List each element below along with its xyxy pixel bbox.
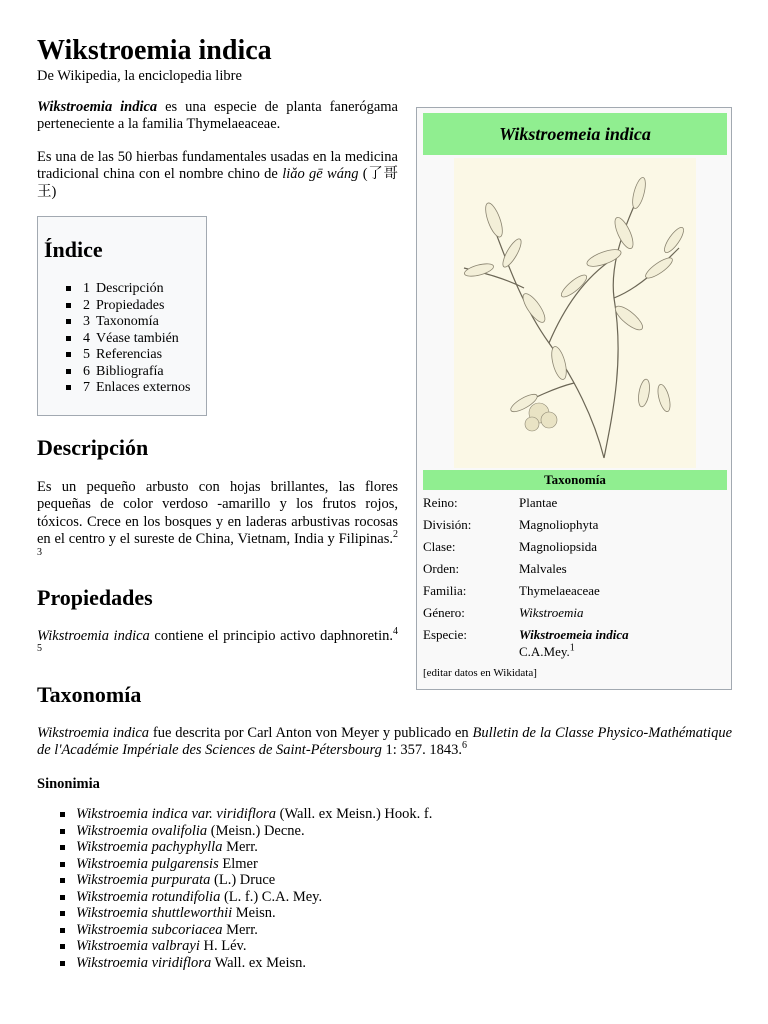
heading-descripcion: Descripción [37, 435, 149, 460]
taxonomia-paragraph: Wikstroemia indica fue descrita por Carl Anton von Meyer y publicado en Bulletin de la Classe Physico-Mathématique de l'Académie Impériale des Sciences de Saint-Pétersbourg 1: 357. 1843.$^6$ [37, 725, 733, 759]
citation-refs[interactable]: 4 5 [37, 626, 398, 655]
citation-ref[interactable]: 1 [569, 642, 575, 654]
toc-title: Índice [44, 237, 103, 262]
botanical-drawing-icon [454, 158, 696, 468]
synonym-list [60, 806, 432, 971]
taxobox-title: Wikstroemeia indica [423, 113, 727, 155]
list-item: Wikstroemia indica var. viridiflora (Wall. ex Meisn.) Hook. f. [60, 806, 432, 823]
intro-paragraph-1 [37, 99, 398, 134]
intro-pinyin: liǎo gē wáng [282, 166, 359, 183]
toc-item[interactable]: 6 Bibliografía [60, 364, 190, 381]
list-item: Wikstroemia purpurata (L.) Druce [60, 872, 432, 889]
taxobox: Wikstroemeia indica Taxonomía Reino: Plantae División: Magnoliophyta Clase: Magnoliopsida Orden: Malvales Familia: Thymelaeaceae Género: Wikstroemia Especie: Wikstroemeia indica C.A.Mey.$^1$ [editar datos en Wikidata] [416, 107, 732, 690]
sinonimia-title: Sinonimia [37, 776, 100, 792]
toc-item[interactable]: 1 Descripción [60, 281, 190, 298]
intro-bold-term: Wikstroemia indica [37, 99, 158, 115]
toc-item[interactable]: 2 Propiedades [60, 298, 190, 315]
list-item: Wikstroemia ovalifolia (Meisn.) Decne. [60, 823, 432, 840]
heading-propiedades: Propiedades [37, 585, 153, 610]
list-item: Wikstroemia subcoriacea Merr. [60, 922, 432, 939]
list-item: Wikstroemia shuttleworthii Meisn. [60, 905, 432, 922]
heading-taxonomia: Taxonomía [37, 682, 142, 707]
descripcion-paragraph: Es un pequeño arbusto con hojas brillantes, las flores pequeñas de color verdoso -amarillo y los frutos rojos, tóxicos. Crece en los bosques y en laderas arbustivas rocosas en el centro y el sureste de China, Vietnam, India y Filipinas.$^{2 3}$ [37, 479, 398, 558]
table-of-contents [37, 216, 207, 416]
page-title: Wikstroemia indica [37, 35, 272, 66]
citation-ref[interactable]: 6 [461, 740, 467, 752]
toc-item[interactable]: 7 Enlaces externos [60, 380, 190, 397]
citation-refs[interactable]: 2 3 [37, 529, 398, 558]
intro-text-1: es una especie de planta fanerógama perteneciente a la familia Thymelaeaceae. [37, 99, 398, 133]
plant-illustration[interactable] [454, 158, 696, 468]
intro-text-2b: (了哥王) [37, 166, 398, 200]
list-item: Wikstroemia pulgarensis Elmer [60, 856, 432, 873]
list-item: Wikstroemia rotundifolia (L. f.) C.A. Mey. [60, 889, 432, 906]
intro-text-2a: Es una de las 50 hierbas fundamentales usadas en la medicina tradicional china con el nombre chino de [37, 149, 398, 183]
toc-item[interactable]: 5 Referencias [60, 347, 190, 364]
list-item: Wikstroemia pachyphylla Merr. [60, 839, 432, 856]
edit-wikidata-link[interactable]: [editar datos en Wikidata] [423, 667, 537, 679]
toc-item[interactable]: 4 Véase también [60, 331, 190, 348]
propiedades-paragraph: Wikstroemia indica contiene el principio activo daphnoretin.$^{4 5}$ [37, 626, 398, 655]
page-tagline: De Wikipedia, la enciclopedia libre [37, 68, 242, 84]
toc-list [60, 281, 190, 397]
toc-item[interactable]: 3 Taxonomía [60, 314, 190, 331]
list-item: Wikstroemia valbrayi H. Lév. [60, 938, 432, 955]
list-item: Wikstroemia viridiflora Wall. ex Meisn. [60, 955, 432, 972]
intro-paragraph-2 [37, 149, 398, 201]
taxonomy-section-header: Taxonomía [423, 470, 727, 490]
